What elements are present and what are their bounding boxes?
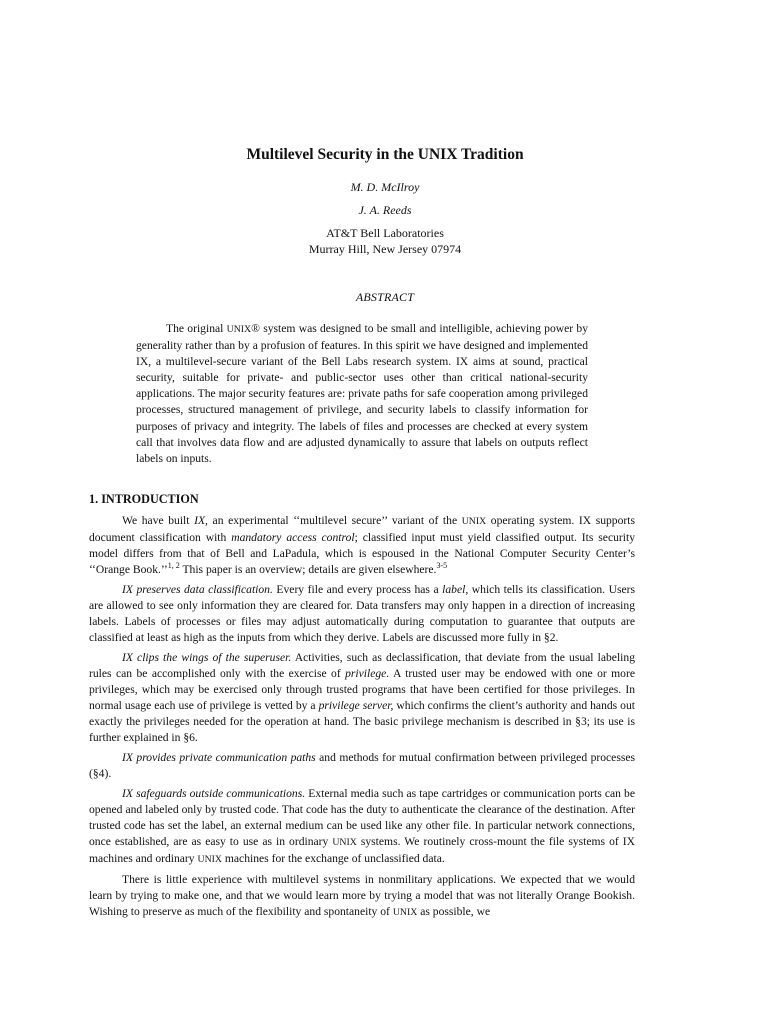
abstract-body	[136, 321, 588, 467]
unix-smallcaps: UNIX	[226, 324, 252, 335]
abstract-heading: ABSTRACT	[355, 290, 415, 304]
abstract-text: ® system was designed to be small and intelligible, achieving power by generality rather than by a profusion of features. In this spirit we have designed and implemented IX, a multilevel-secure variant of the Bell Labs research system. IX aims at sound, practical security, suitable for private- and public-sector uses other than critical national-security applications. The major security features are: private paths for safe cooperation among privileged processes, structured management of privilege, and security labels to classify information for purposes of privacy and integrity. The labels of files and processes are checked at every system call that involves data flow and are adjusted dynamically to assure that labels on outputs reflect labels on inputs.	[136, 322, 588, 465]
affiliation-org: AT&T Bell Laboratories	[326, 226, 444, 240]
intro-paragraph-3: IX clips the wings of the superuser. Activities, such as declassification, that deviate from the usual labeling rules can be accomplished only with the exercise of privilege. A trusted user may be endowed with one or more privileges, which may be exercised only through trusted programs that have been certified for those privileges. In normal usage each use of privilege is vetted by a privilege server, which confirms the client’s authority and hands out exactly the privileges needed for the operation at hand. The basic privilege mechanism is described in §3; its use is further explained in §6.	[89, 650, 635, 745]
intro-paragraph-5: IX safeguards outside communications. External media such as tape cartridges or communication ports can be opened and labeled only by trusted code. That code has the duty to authenticate the clearance of the destination. After trusted code has set the label, an external medium can be used like any other file. In particular network connections, once established, are as easy to use as in ordinary UNIX systems. We routinely cross-mount the file systems of IX machines and ordinary UNIX machines for the exchange of unclassified data.	[89, 786, 636, 866]
introduction-body	[89, 513, 635, 925]
intro-paragraph-2: IX preserves data classification. Every file and every process has a label, which tells its classification. Users are allowed to see only information they are cleared for. Data transfers may only happen in a direction of increasing labels. Labels of processes or files may adjust automatically during computation to guarantee that outputs are classified at least as high as the inputs from which they derive. Labels are discussed more fully in §2.	[89, 582, 635, 645]
intro-paragraph-4: IX provides private communication paths and methods for mutual confirmation between privileged processes (§4).	[89, 751, 636, 781]
citation-ref: 1, 2	[167, 561, 180, 571]
citation-ref: 3-5	[436, 561, 448, 571]
author-mcilroy: M. D. McIlroy	[350, 180, 420, 194]
affiliation-address: Murray Hill, New Jersey 07974	[308, 242, 462, 256]
author-reeds: J. A. Reeds	[358, 203, 412, 217]
abstract-paragraph	[136, 321, 588, 467]
paper-title: Multilevel Security in the UNIX Tradition	[246, 146, 524, 163]
section-heading-introduction: 1. INTRODUCTION	[89, 492, 199, 506]
abstract-text: The original	[166, 322, 227, 335]
intro-paragraph-6: There is little experience with multilevel systems in nonmilitary applications. We expected that we would learn by trying to make one, and that we would learn more by trying a model that was not literally Orange Bookish. Wishing to preserve as much of the flexibility and spontaneity of UNIX as possible, we	[89, 872, 635, 919]
intro-paragraph-1: We have built IX, an experimental ‘‘multilevel secure’’ variant of the UNIX operating system. IX supports document classification with mandatory access control; classified input must yield classified output. Its security model differs from that of Bell and LaPadula, which is espoused in the National Computer Security Center’s ‘‘Orange Book.’’$^{1, 2}$ This paper is an overview; details are given elsewhere.$^{3-5}$	[89, 514, 635, 577]
